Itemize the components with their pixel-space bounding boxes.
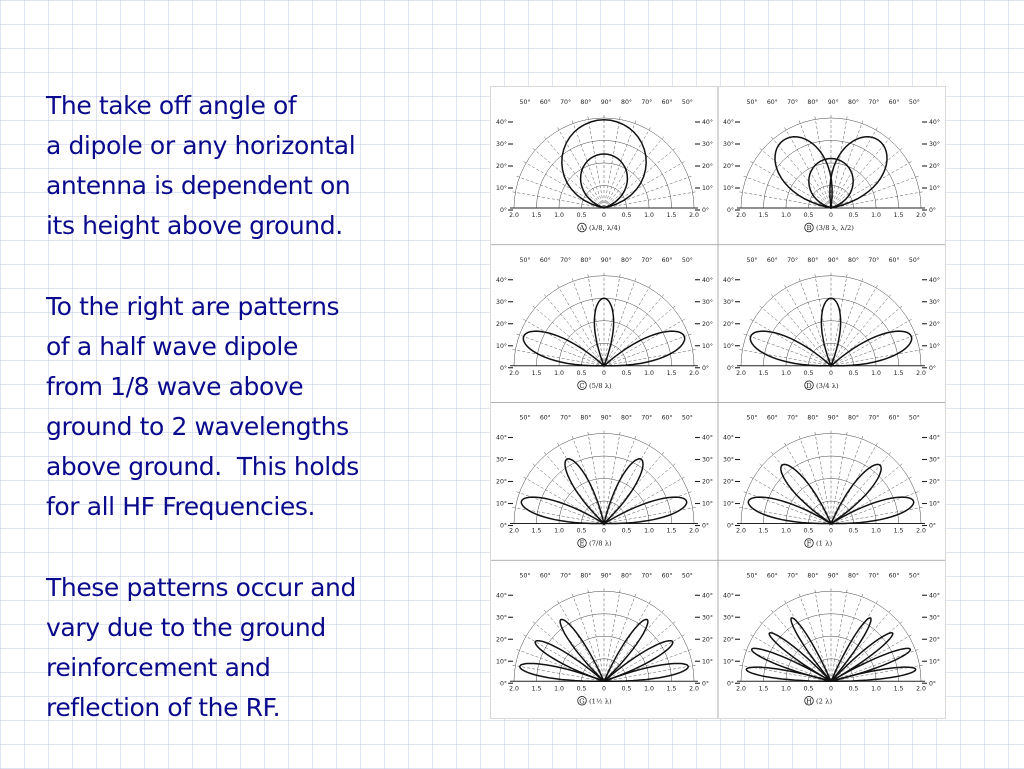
elevation-angle-label: 20°: [496, 636, 507, 644]
elevation-angle-label: 20°: [496, 478, 507, 486]
elevation-angle-label: 70°: [641, 99, 653, 106]
elevation-angle-label: 50°: [519, 99, 531, 106]
elevation-angle-label: 10°: [496, 658, 507, 666]
radiation-lobe: [748, 497, 831, 523]
scale-label: 0.5: [576, 369, 587, 377]
scale-label: 1.0: [871, 369, 881, 377]
paragraph-2: [46, 287, 446, 527]
scale-label: 1.0: [871, 212, 881, 219]
elevation-angle-label: 60°: [888, 572, 900, 580]
elevation-angle-label: 30°: [702, 141, 713, 148]
panel-height-label: (1 λ): [816, 539, 833, 548]
scale-label: 0.5: [803, 369, 814, 377]
pattern-panel-h: [723, 571, 940, 705]
elevation-angle-label: 80°: [807, 256, 819, 264]
scale-label: 1.5: [666, 212, 677, 219]
scale-label: 2.0: [736, 369, 746, 377]
radiation-lobe: [604, 619, 648, 681]
elevation-angle-label: 80°: [580, 99, 592, 106]
elevation-angle-label: 30°: [723, 298, 734, 306]
pattern-panel-c: [496, 256, 713, 390]
elevation-angle-label: 30°: [496, 614, 507, 622]
elevation-angle-label: 70°: [560, 572, 572, 580]
scale-label: 2.0: [509, 685, 519, 693]
radiation-lobe: [604, 663, 688, 681]
elevation-angle-label: 50°: [746, 99, 758, 106]
radiation-lobe: [831, 331, 912, 366]
elevation-angle-label: 60°: [888, 256, 900, 264]
elevation-angle-label: 0°: [726, 364, 734, 372]
elevation-angle-label: 60°: [766, 256, 778, 264]
elevation-angle-label: 0°: [702, 680, 710, 688]
elevation-angle-label: 50°: [519, 414, 531, 422]
paragraph-1: [46, 86, 446, 246]
text-line: from 1/8 wave above: [46, 372, 304, 401]
elevation-angle-label: 40°: [496, 592, 507, 600]
elevation-angle-label: 40°: [723, 434, 734, 442]
elevation-angle-label: 0°: [499, 207, 507, 214]
elevation-angle-label: 80°: [621, 572, 632, 580]
text-line: ground to 2 wavelengths: [46, 412, 349, 441]
elevation-angle-label: 20°: [702, 636, 713, 644]
elevation-angle-label: 10°: [702, 658, 713, 666]
scale-label: 0.5: [848, 212, 859, 219]
elevation-angle-label: 20°: [929, 478, 940, 486]
elevation-angle-label: 30°: [496, 298, 507, 306]
elevation-angle-label: 60°: [661, 256, 673, 264]
elevation-angle-label: 50°: [908, 256, 920, 264]
scale-label: 0.5: [576, 527, 587, 535]
elevation-angle-label: 60°: [766, 99, 778, 106]
scale-label: 1.5: [893, 527, 904, 535]
elevation-angle-label: 70°: [868, 256, 880, 264]
scale-label: 1.0: [871, 685, 881, 693]
elevation-angle-label: 0°: [929, 522, 937, 530]
scale-label: 0: [602, 527, 606, 535]
elevation-angle-label: 50°: [681, 256, 693, 264]
elevation-angle-label: 0°: [929, 680, 937, 688]
elevation-angle-label: 20°: [723, 163, 734, 170]
text-line: To the right are patterns: [46, 292, 340, 321]
scale-label: 1.0: [871, 527, 881, 535]
elevation-angle-label: 50°: [681, 414, 693, 422]
elevation-angle-label: 90°: [827, 256, 839, 264]
elevation-angle-label: 40°: [702, 592, 713, 600]
scale-label: 0.5: [576, 685, 587, 693]
elevation-angle-label: 40°: [929, 276, 940, 284]
elevation-angle-label: 80°: [848, 256, 859, 264]
elevation-angle-label: 90°: [600, 99, 612, 106]
pattern-panel-b: [723, 98, 940, 232]
pattern-panel-a: [496, 98, 713, 232]
elevation-angle-label: 20°: [702, 478, 713, 486]
paragraph-3: [46, 568, 446, 728]
elevation-angle-label: 40°: [723, 592, 734, 600]
scale-label: 2.0: [689, 212, 699, 219]
elevation-angle-label: 0°: [702, 364, 710, 372]
elevation-angle-label: 0°: [726, 680, 734, 688]
scale-label: 1.5: [758, 212, 769, 219]
radiation-lobe: [604, 331, 685, 366]
elevation-angle-label: 0°: [726, 522, 734, 530]
elevation-angle-label: 60°: [661, 414, 673, 422]
scale-label: 1.0: [644, 212, 654, 219]
scale-label: 1.0: [554, 527, 564, 535]
elevation-angle-label: 30°: [723, 456, 734, 464]
scale-label: 2.0: [916, 685, 926, 693]
panel-height-label: (3/4 λ): [816, 381, 839, 390]
radiation-pattern-figure: [490, 86, 946, 719]
elevation-angle-label: 70°: [641, 572, 653, 580]
scale-label: 2.0: [689, 527, 699, 535]
radiation-lobe: [831, 497, 914, 523]
elevation-angle-label: 30°: [702, 614, 713, 622]
elevation-angle-label: 0°: [929, 207, 937, 214]
elevation-angle-label: 70°: [787, 256, 799, 264]
elevation-angle-label: 0°: [499, 364, 507, 372]
scale-label: 0.5: [803, 685, 814, 693]
elevation-angle-label: 90°: [600, 414, 612, 422]
panel-letter: B: [806, 224, 812, 232]
elevation-angle-label: 70°: [868, 99, 880, 106]
panel-height-label: (3/8 λ, λ/2): [816, 224, 854, 232]
scale-label: 1.5: [893, 685, 904, 693]
elevation-angle-label: 70°: [787, 99, 799, 106]
panel-letter: E: [579, 539, 585, 548]
radiation-lobe: [750, 331, 831, 366]
text-line: reinforcement and: [46, 653, 271, 682]
elevation-angle-label: 20°: [929, 636, 940, 644]
panel-height-label: (2 λ): [816, 697, 833, 706]
scale-label: 1.5: [666, 527, 677, 535]
elevation-angle-label: 30°: [929, 141, 940, 148]
scale-label: 0.5: [848, 527, 859, 535]
scale-label: 1.5: [531, 685, 542, 693]
scale-label: 2.0: [916, 212, 926, 219]
elevation-angle-label: 80°: [848, 99, 859, 106]
scale-label: 0.5: [621, 685, 632, 693]
panel-letter: A: [579, 224, 585, 232]
panel-height-label: (7/8 λ): [589, 539, 612, 548]
elevation-angle-label: 20°: [496, 320, 507, 328]
elevation-angle-label: 40°: [929, 119, 940, 126]
elevation-angle-label: 70°: [560, 99, 572, 106]
elevation-angle-label: 20°: [929, 163, 940, 170]
elevation-angle-label: 50°: [681, 99, 693, 106]
scale-label: 0: [602, 212, 606, 219]
panel-height-label: (1½ λ): [589, 697, 612, 706]
elevation-angle-label: 60°: [888, 414, 900, 422]
elevation-angle-label: 70°: [641, 414, 653, 422]
scale-label: 1.5: [893, 369, 904, 377]
scale-label: 1.0: [781, 527, 791, 535]
pattern-panel-e: [496, 414, 713, 548]
elevation-angle-label: 50°: [746, 572, 758, 580]
scale-label: 0: [602, 685, 606, 693]
elevation-angle-label: 50°: [908, 99, 920, 106]
elevation-angle-label: 20°: [496, 163, 507, 170]
elevation-angle-label: 20°: [702, 320, 713, 328]
scale-label: 2.0: [736, 212, 746, 219]
elevation-angle-label: 50°: [908, 572, 920, 580]
scale-label: 0: [602, 369, 606, 377]
elevation-angle-label: 10°: [496, 342, 507, 350]
panel-letter: F: [806, 539, 812, 548]
elevation-angle-label: 90°: [827, 414, 839, 422]
scale-label: 1.5: [893, 212, 904, 219]
elevation-angle-label: 30°: [723, 614, 734, 622]
scale-label: 1.5: [758, 527, 769, 535]
scale-label: 0.5: [576, 212, 587, 219]
scale-label: 0.5: [803, 212, 814, 219]
scale-label: 2.0: [689, 369, 699, 377]
elevation-angle-label: 60°: [539, 99, 551, 106]
elevation-angle-label: 80°: [807, 414, 819, 422]
scale-label: 1.0: [781, 685, 791, 693]
text-line: a dipole or any horizontal: [46, 131, 356, 160]
scale-label: 0: [829, 527, 833, 535]
text-line: The take off angle of: [46, 91, 297, 120]
radiation-lobe: [523, 331, 604, 366]
elevation-angle-label: 10°: [929, 185, 940, 192]
elevation-angle-label: 0°: [499, 522, 507, 530]
panel-letter: C: [579, 381, 585, 390]
scale-label: 2.0: [916, 527, 926, 535]
scale-label: 1.0: [554, 685, 564, 693]
scale-label: 0.5: [848, 369, 859, 377]
elevation-angle-label: 20°: [929, 320, 940, 328]
elevation-angle-label: 70°: [560, 414, 572, 422]
elevation-angle-label: 90°: [600, 572, 612, 580]
panel-letter: H: [806, 697, 812, 706]
elevation-angle-label: 20°: [723, 636, 734, 644]
elevation-angle-label: 40°: [496, 276, 507, 284]
elevation-angle-label: 50°: [681, 572, 693, 580]
scale-label: 1.5: [666, 369, 677, 377]
elevation-angle-label: 80°: [621, 414, 632, 422]
elevation-angle-label: 40°: [702, 119, 713, 126]
elevation-angle-label: 0°: [499, 680, 507, 688]
scale-label: 1.0: [644, 527, 654, 535]
scale-label: 2.0: [916, 369, 926, 377]
elevation-angle-label: 80°: [848, 414, 859, 422]
elevation-angle-label: 40°: [929, 434, 940, 442]
elevation-angle-label: 40°: [496, 434, 507, 442]
elevation-angle-label: 70°: [787, 572, 799, 580]
radiation-lobe: [560, 619, 604, 681]
scale-label: 1.5: [531, 527, 542, 535]
scale-label: 1.5: [758, 369, 769, 377]
scale-label: 1.0: [781, 369, 791, 377]
text-line: above ground. This holds: [46, 452, 359, 481]
text-line: reflection of the RF.: [46, 693, 281, 722]
elevation-angle-label: 0°: [929, 364, 937, 372]
scale-label: 0: [829, 685, 833, 693]
elevation-angle-label: 30°: [702, 298, 713, 306]
pattern-panel-d: [723, 256, 940, 390]
elevation-angle-label: 30°: [702, 456, 713, 464]
elevation-angle-label: 80°: [621, 256, 632, 264]
scale-label: 0.5: [621, 212, 632, 219]
scale-label: 1.0: [644, 685, 654, 693]
elevation-angle-label: 50°: [746, 414, 758, 422]
scale-label: 0.5: [621, 527, 632, 535]
radiation-patterns-svg: [491, 87, 945, 718]
panel-height-label: (λ/8, λ/4): [589, 224, 621, 232]
elevation-angle-label: 10°: [929, 500, 940, 508]
scale-label: 2.0: [689, 685, 699, 693]
panel-letter: D: [806, 381, 812, 390]
pattern-panel-g: [496, 571, 713, 705]
text-line: These patterns occur and: [46, 573, 356, 602]
scale-label: 0.5: [621, 369, 632, 377]
scale-label: 1.0: [644, 369, 654, 377]
elevation-angle-label: 40°: [723, 276, 734, 284]
elevation-angle-label: 90°: [600, 256, 612, 264]
elevation-angle-label: 20°: [723, 478, 734, 486]
elevation-angle-label: 10°: [929, 658, 940, 666]
elevation-angle-label: 80°: [580, 256, 592, 264]
elevation-angle-label: 10°: [496, 500, 507, 508]
elevation-angle-label: 80°: [621, 99, 632, 106]
elevation-angle-label: 10°: [496, 185, 507, 192]
elevation-angle-label: 80°: [580, 572, 592, 580]
elevation-angle-label: 60°: [766, 572, 778, 580]
scale-label: 0: [829, 369, 833, 377]
scale-label: 0: [829, 212, 833, 219]
elevation-angle-label: 30°: [496, 456, 507, 464]
elevation-angle-label: 90°: [827, 572, 839, 580]
scale-label: 1.0: [781, 212, 791, 219]
scale-label: 1.5: [531, 212, 542, 219]
elevation-angle-label: 70°: [560, 256, 572, 264]
elevation-angle-label: 30°: [496, 141, 507, 148]
elevation-angle-label: 30°: [929, 298, 940, 306]
elevation-angle-label: 30°: [723, 141, 734, 148]
elevation-angle-label: 50°: [746, 256, 758, 264]
text-line: its height above ground.: [46, 211, 343, 240]
scale-label: 1.0: [554, 212, 564, 219]
elevation-angle-label: 80°: [807, 572, 819, 580]
elevation-angle-label: 80°: [807, 99, 819, 106]
elevation-angle-label: 60°: [888, 99, 900, 106]
radiation-lobe: [562, 120, 646, 208]
elevation-angle-label: 50°: [519, 572, 531, 580]
elevation-angle-label: 40°: [723, 119, 734, 126]
elevation-angle-label: 40°: [929, 592, 940, 600]
elevation-angle-label: 40°: [496, 119, 507, 126]
elevation-angle-label: 70°: [641, 256, 653, 264]
scale-label: 2.0: [736, 685, 746, 693]
elevation-angle-label: 0°: [702, 207, 710, 214]
scale-label: 1.5: [666, 685, 677, 693]
elevation-angle-label: 60°: [539, 414, 551, 422]
scale-label: 1.5: [531, 369, 542, 377]
scale-label: 0.5: [848, 685, 859, 693]
elevation-angle-label: 0°: [702, 522, 710, 530]
elevation-angle-label: 10°: [723, 500, 734, 508]
panel-height-label: (5/8 λ): [589, 381, 612, 390]
pattern-panel-f: [723, 414, 940, 548]
elevation-angle-label: 70°: [868, 572, 880, 580]
scale-label: 0.5: [803, 527, 814, 535]
text-line: for all HF Frequencies.: [46, 492, 316, 521]
panel-letter: G: [579, 697, 585, 706]
elevation-angle-label: 60°: [539, 256, 551, 264]
elevation-angle-label: 10°: [702, 185, 713, 192]
elevation-angle-label: 10°: [702, 342, 713, 350]
elevation-angle-label: 60°: [766, 414, 778, 422]
elevation-angle-label: 60°: [661, 99, 673, 106]
elevation-angle-label: 30°: [929, 614, 940, 622]
text-line: antenna is dependent on: [46, 171, 351, 200]
elevation-angle-label: 90°: [827, 99, 839, 106]
elevation-angle-label: 10°: [929, 342, 940, 350]
elevation-angle-label: 40°: [702, 276, 713, 284]
scale-label: 2.0: [509, 369, 519, 377]
elevation-angle-label: 10°: [723, 342, 734, 350]
scale-label: 2.0: [509, 527, 519, 535]
elevation-angle-label: 10°: [723, 185, 734, 192]
scale-label: 2.0: [736, 527, 746, 535]
elevation-angle-label: 70°: [868, 414, 880, 422]
elevation-angle-label: 80°: [848, 572, 859, 580]
radiation-lobe: [520, 663, 604, 681]
elevation-angle-label: 20°: [723, 320, 734, 328]
elevation-angle-label: 60°: [539, 572, 551, 580]
elevation-angle-label: 70°: [787, 414, 799, 422]
slide-body-text: [46, 86, 446, 769]
elevation-angle-label: 0°: [726, 207, 734, 214]
scale-label: 1.0: [554, 369, 564, 377]
elevation-angle-label: 60°: [661, 572, 673, 580]
elevation-angle-label: 10°: [723, 658, 734, 666]
elevation-angle-label: 10°: [702, 500, 713, 508]
elevation-angle-label: 50°: [519, 256, 531, 264]
text-line: of a half wave dipole: [46, 332, 298, 361]
elevation-angle-label: 20°: [702, 163, 713, 170]
elevation-angle-label: 80°: [580, 414, 592, 422]
elevation-angle-label: 50°: [908, 414, 920, 422]
elevation-angle-label: 30°: [929, 456, 940, 464]
scale-label: 2.0: [509, 212, 519, 219]
elevation-angle-label: 40°: [702, 434, 713, 442]
scale-label: 1.5: [758, 685, 769, 693]
text-line: vary due to the ground: [46, 613, 326, 642]
